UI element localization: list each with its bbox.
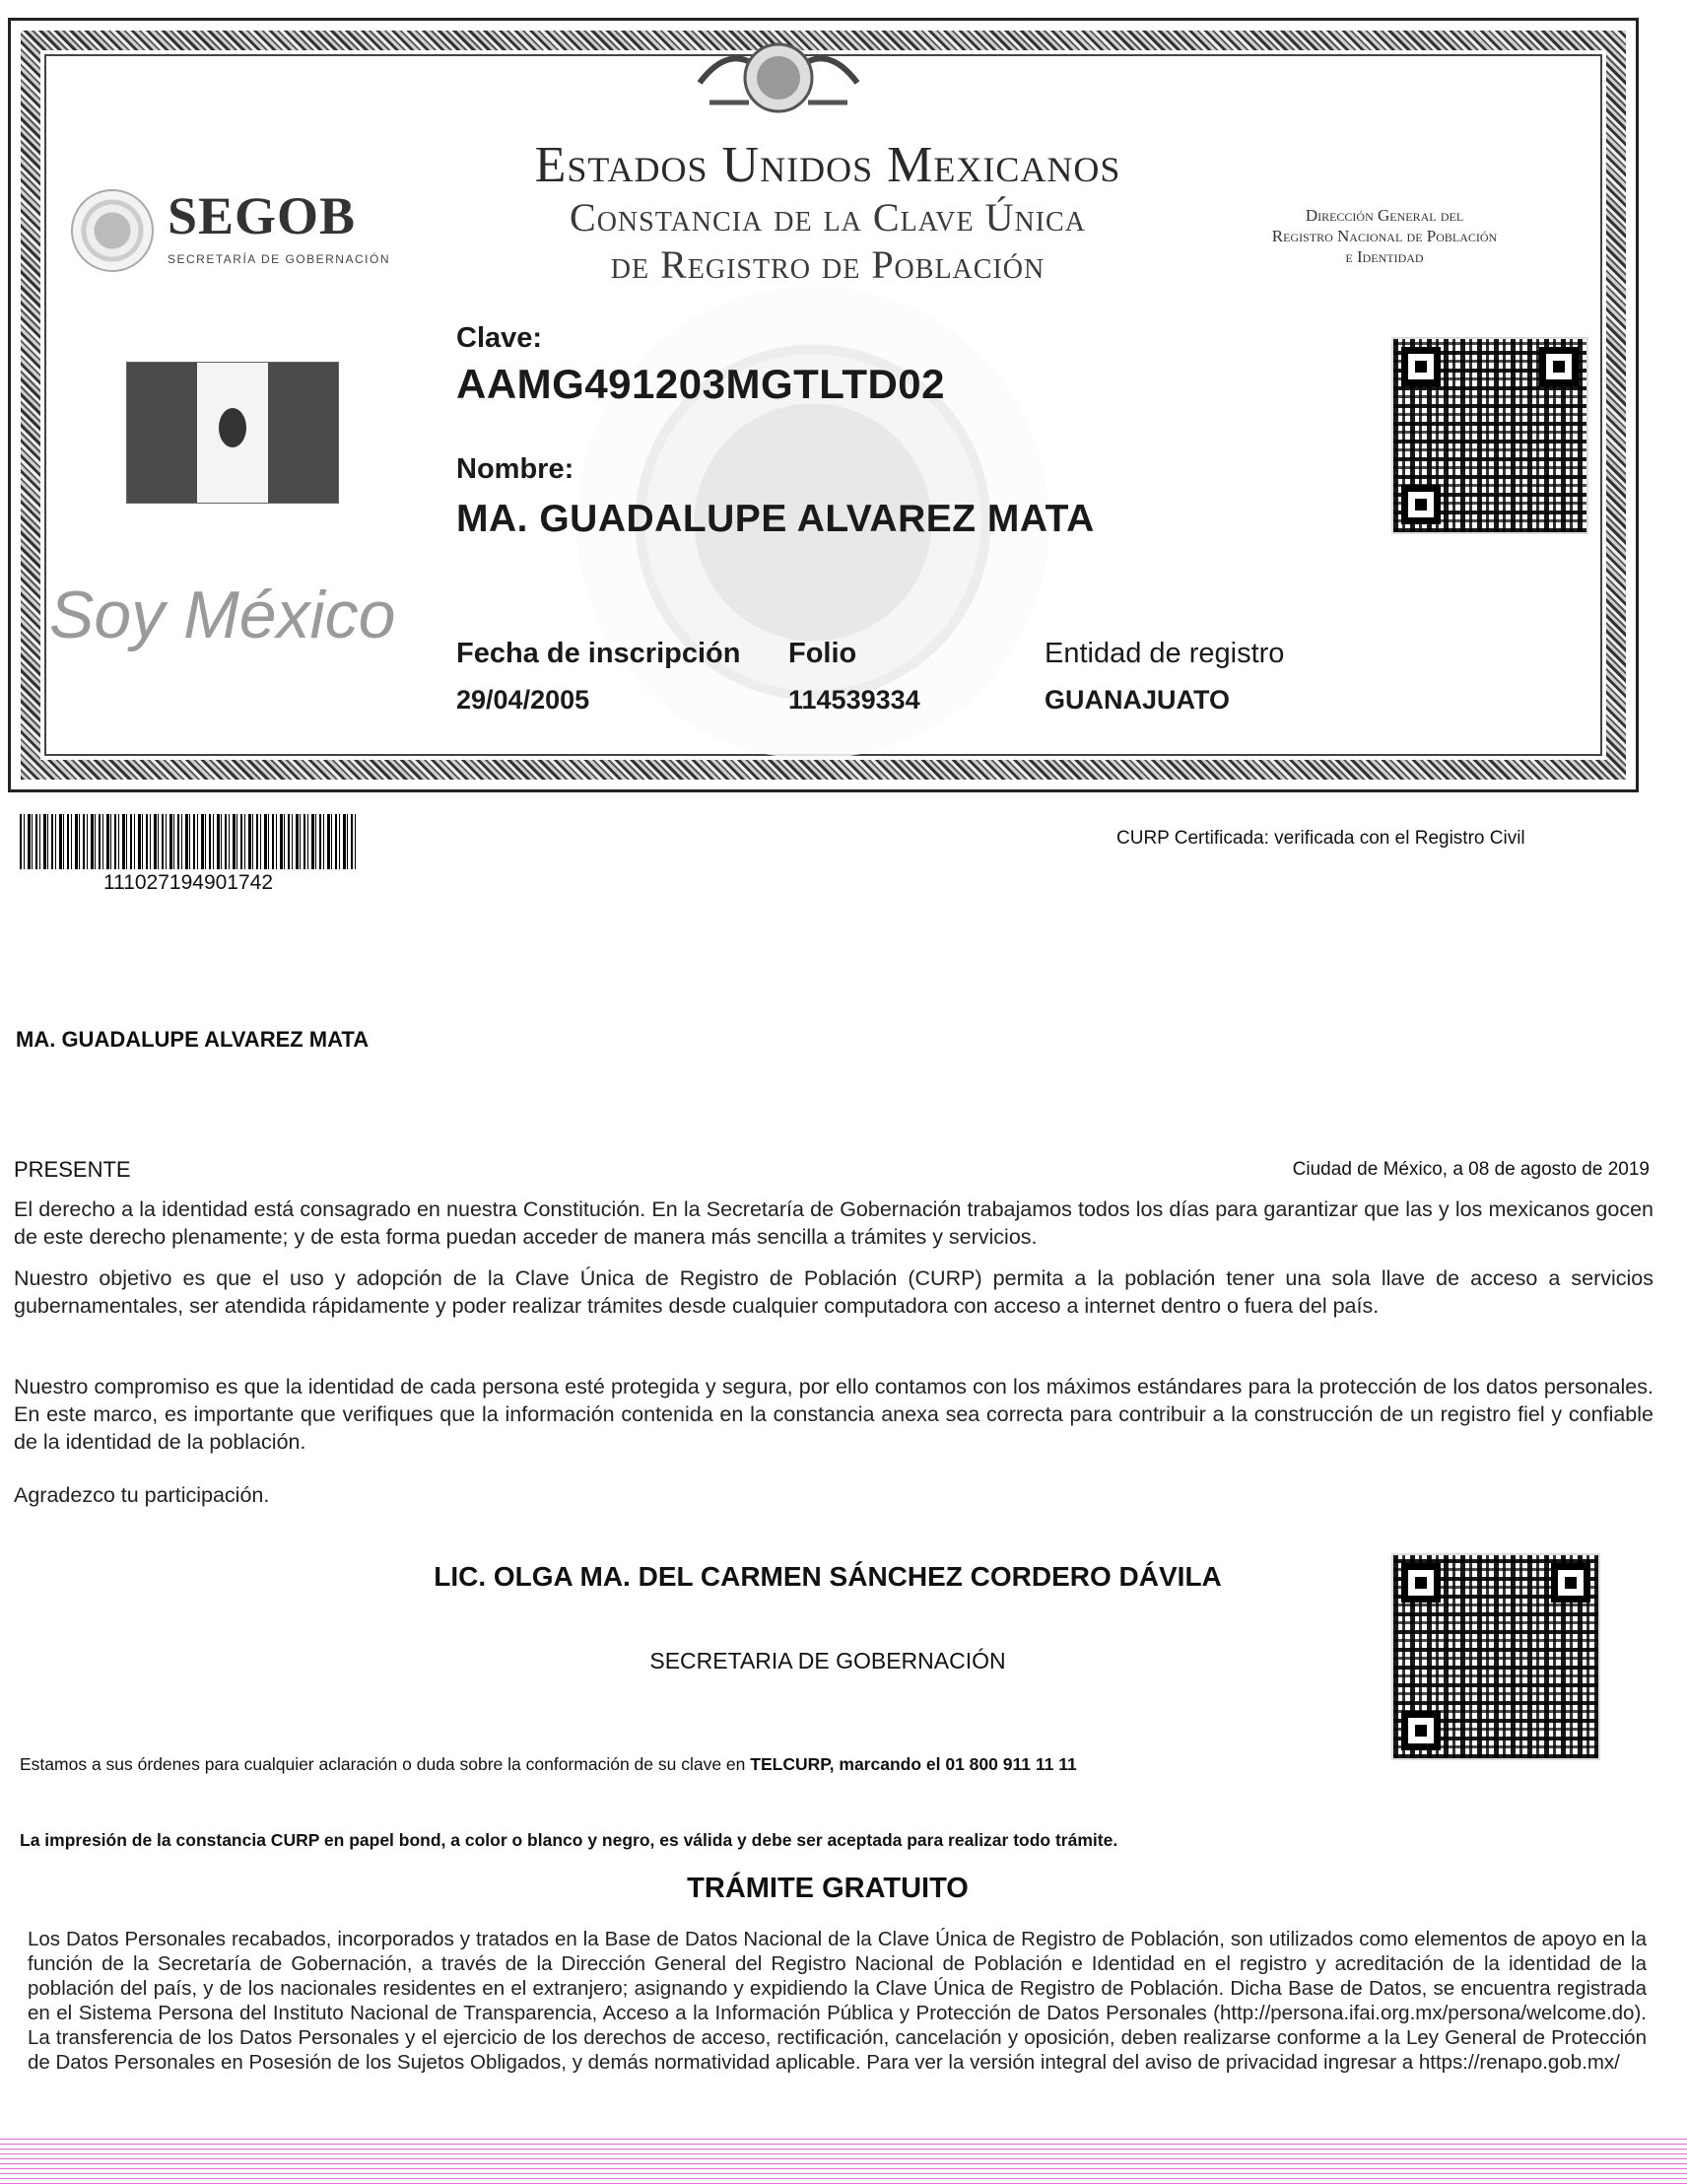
- agency-line1: Dirección General del: [1305, 206, 1464, 225]
- top-coat-of-arms-icon: [690, 24, 867, 132]
- card-qr-code-icon: [1391, 337, 1588, 534]
- document-title-line1: Constancia de la Clave Única: [570, 195, 1086, 239]
- agency-line2: Registro Nacional de Población: [1271, 227, 1498, 245]
- nombre-label: Nombre:: [456, 453, 574, 485]
- place-date: Ciudad de México, a 08 de agosto de 2019: [1292, 1159, 1650, 1180]
- presente-label: PRESENTE: [14, 1157, 131, 1182]
- clave-label: Clave:: [456, 322, 543, 354]
- signer-name: LIC. OLGA MA. DEL CARMEN SÁNCHEZ CORDERO DÁVILA: [434, 1561, 1222, 1592]
- paragraph-4: Agradezco tu participación.: [14, 1483, 270, 1507]
- footer-security-stripes: [0, 2137, 1687, 2184]
- paragraph-3: Nuestro compromiso es que la identidad de cada persona esté protegida y segura, por ello contamos con los máximos estándares para la protección de los datos personales. En este marco, es importante que verifiques que la información contenida en la constancia anexa sea correcta para contribuir a la construcción de un registro fiel y confiable de la identidad de la población.: [14, 1375, 1653, 1454]
- document-title-line2: de Registro de Población: [610, 242, 1046, 287]
- fecha-label: Fecha de inscripción: [456, 638, 741, 669]
- entidad-label: Entidad de registro: [1045, 638, 1285, 669]
- mexican-flag-icon: [126, 362, 339, 504]
- privacy-notice: Los Datos Personales recabados, incorporados y tratados en la Base de Datos Nacional de la Clave Única de Registro de Población, son utilizados como elementos de apoyo en la función de la Secretaría de Gobernación, a través de la Dirección General del Registro Nacional de Población e Identidad en el registro y acreditación de la identidad de la población del país, y de los nacionales residentes en el extranjero; asignando y expidiendo la Clave Única de Registro de Población. Dicha Base de Datos, se encuentra registrada en el Sistema Persona del Instituto Nacional de Transparencia, Acceso a la Información Pública y Protección de Datos Personales (http://persona.ifai.org.mx/persona/welcome.do). La transferencia de los Datos Personales y el ejercicio de los derechos de acceso, rectificación, cancelación y oposición, deben realizarse conforme a la Ley General de Protección de Datos Personales en Posesión de los Sujetos Obligados, y demás normatividad aplicable. Para ver la versión integral del aviso de privacidad ingresar a https://renapo.gob.mx/: [28, 1928, 1647, 2074]
- contact-text: Estamos a sus órdenes para cualquier aclaración o duda sobre la conformación de su clave en: [20, 1754, 746, 1774]
- barcode-number: 111027194901742: [102, 871, 274, 894]
- entidad-value: GUANAJUATO: [1045, 685, 1231, 715]
- folio-label: Folio: [788, 638, 857, 669]
- agency-block: [1217, 205, 1552, 267]
- certified-note: CURP Certificada: verificada con el Registro Civil: [1116, 828, 1525, 849]
- segob-logo: SEGOB: [168, 186, 357, 245]
- slogan: Soy México: [49, 578, 396, 652]
- paragraph-2: Nuestro objetivo es que el uso y adopción de la Clave Única de Registro de Población (CURP) permita a la población tener una sola llave de acceso a servicios gubernamentales, ser atendida rápidamente y poder realizar trámites desde cualquier computadora con acceso a internet dentro o fuera del país.: [14, 1266, 1653, 1318]
- telcurp-phone: TELCURP, marcando el 01 800 911 11 11: [750, 1754, 1077, 1774]
- clave-value: AAMG491203MGTLTD02: [456, 361, 946, 407]
- recipient-name: MA. GUADALUPE ALVAREZ MATA: [16, 1027, 370, 1052]
- barcode: [20, 814, 357, 869]
- paragraph-1: El derecho a la identidad está consagrado en nuestra Constitución. En la Secretaría de Gobernación trabajamos todos los días para garantizar que las y los mexicanos gocen de este derecho plenamente; y de esta forma puedan acceder de manera más sencilla a trámites y servicios.: [14, 1197, 1653, 1249]
- signer-title: SECRETARIA DE GOBERNACIÓN: [649, 1648, 1006, 1673]
- segob-seal-icon: [71, 189, 154, 272]
- country-title: Estados Unidos Mexicanos: [534, 137, 1121, 193]
- folio-value: 114539334: [788, 685, 920, 715]
- agency-line3: e Identidad: [1345, 247, 1424, 266]
- free-heading: TRÁMITE GRATUITO: [687, 1873, 969, 1904]
- signature-qr-code-icon: [1391, 1553, 1600, 1760]
- fecha-value: 29/04/2005: [456, 685, 590, 715]
- contact-line: [20, 1754, 1077, 1775]
- segob-subtitle: SECRETARÍA DE GOBERNACIÓN: [168, 252, 390, 266]
- nombre-value: MA. GUADALUPE ALVAREZ MATA: [456, 498, 1095, 540]
- validity-note: La impresión de la constancia CURP en papel bond, a color o blanco y negro, es válida y debe ser aceptada para realizar todo trámite.: [20, 1830, 1118, 1850]
